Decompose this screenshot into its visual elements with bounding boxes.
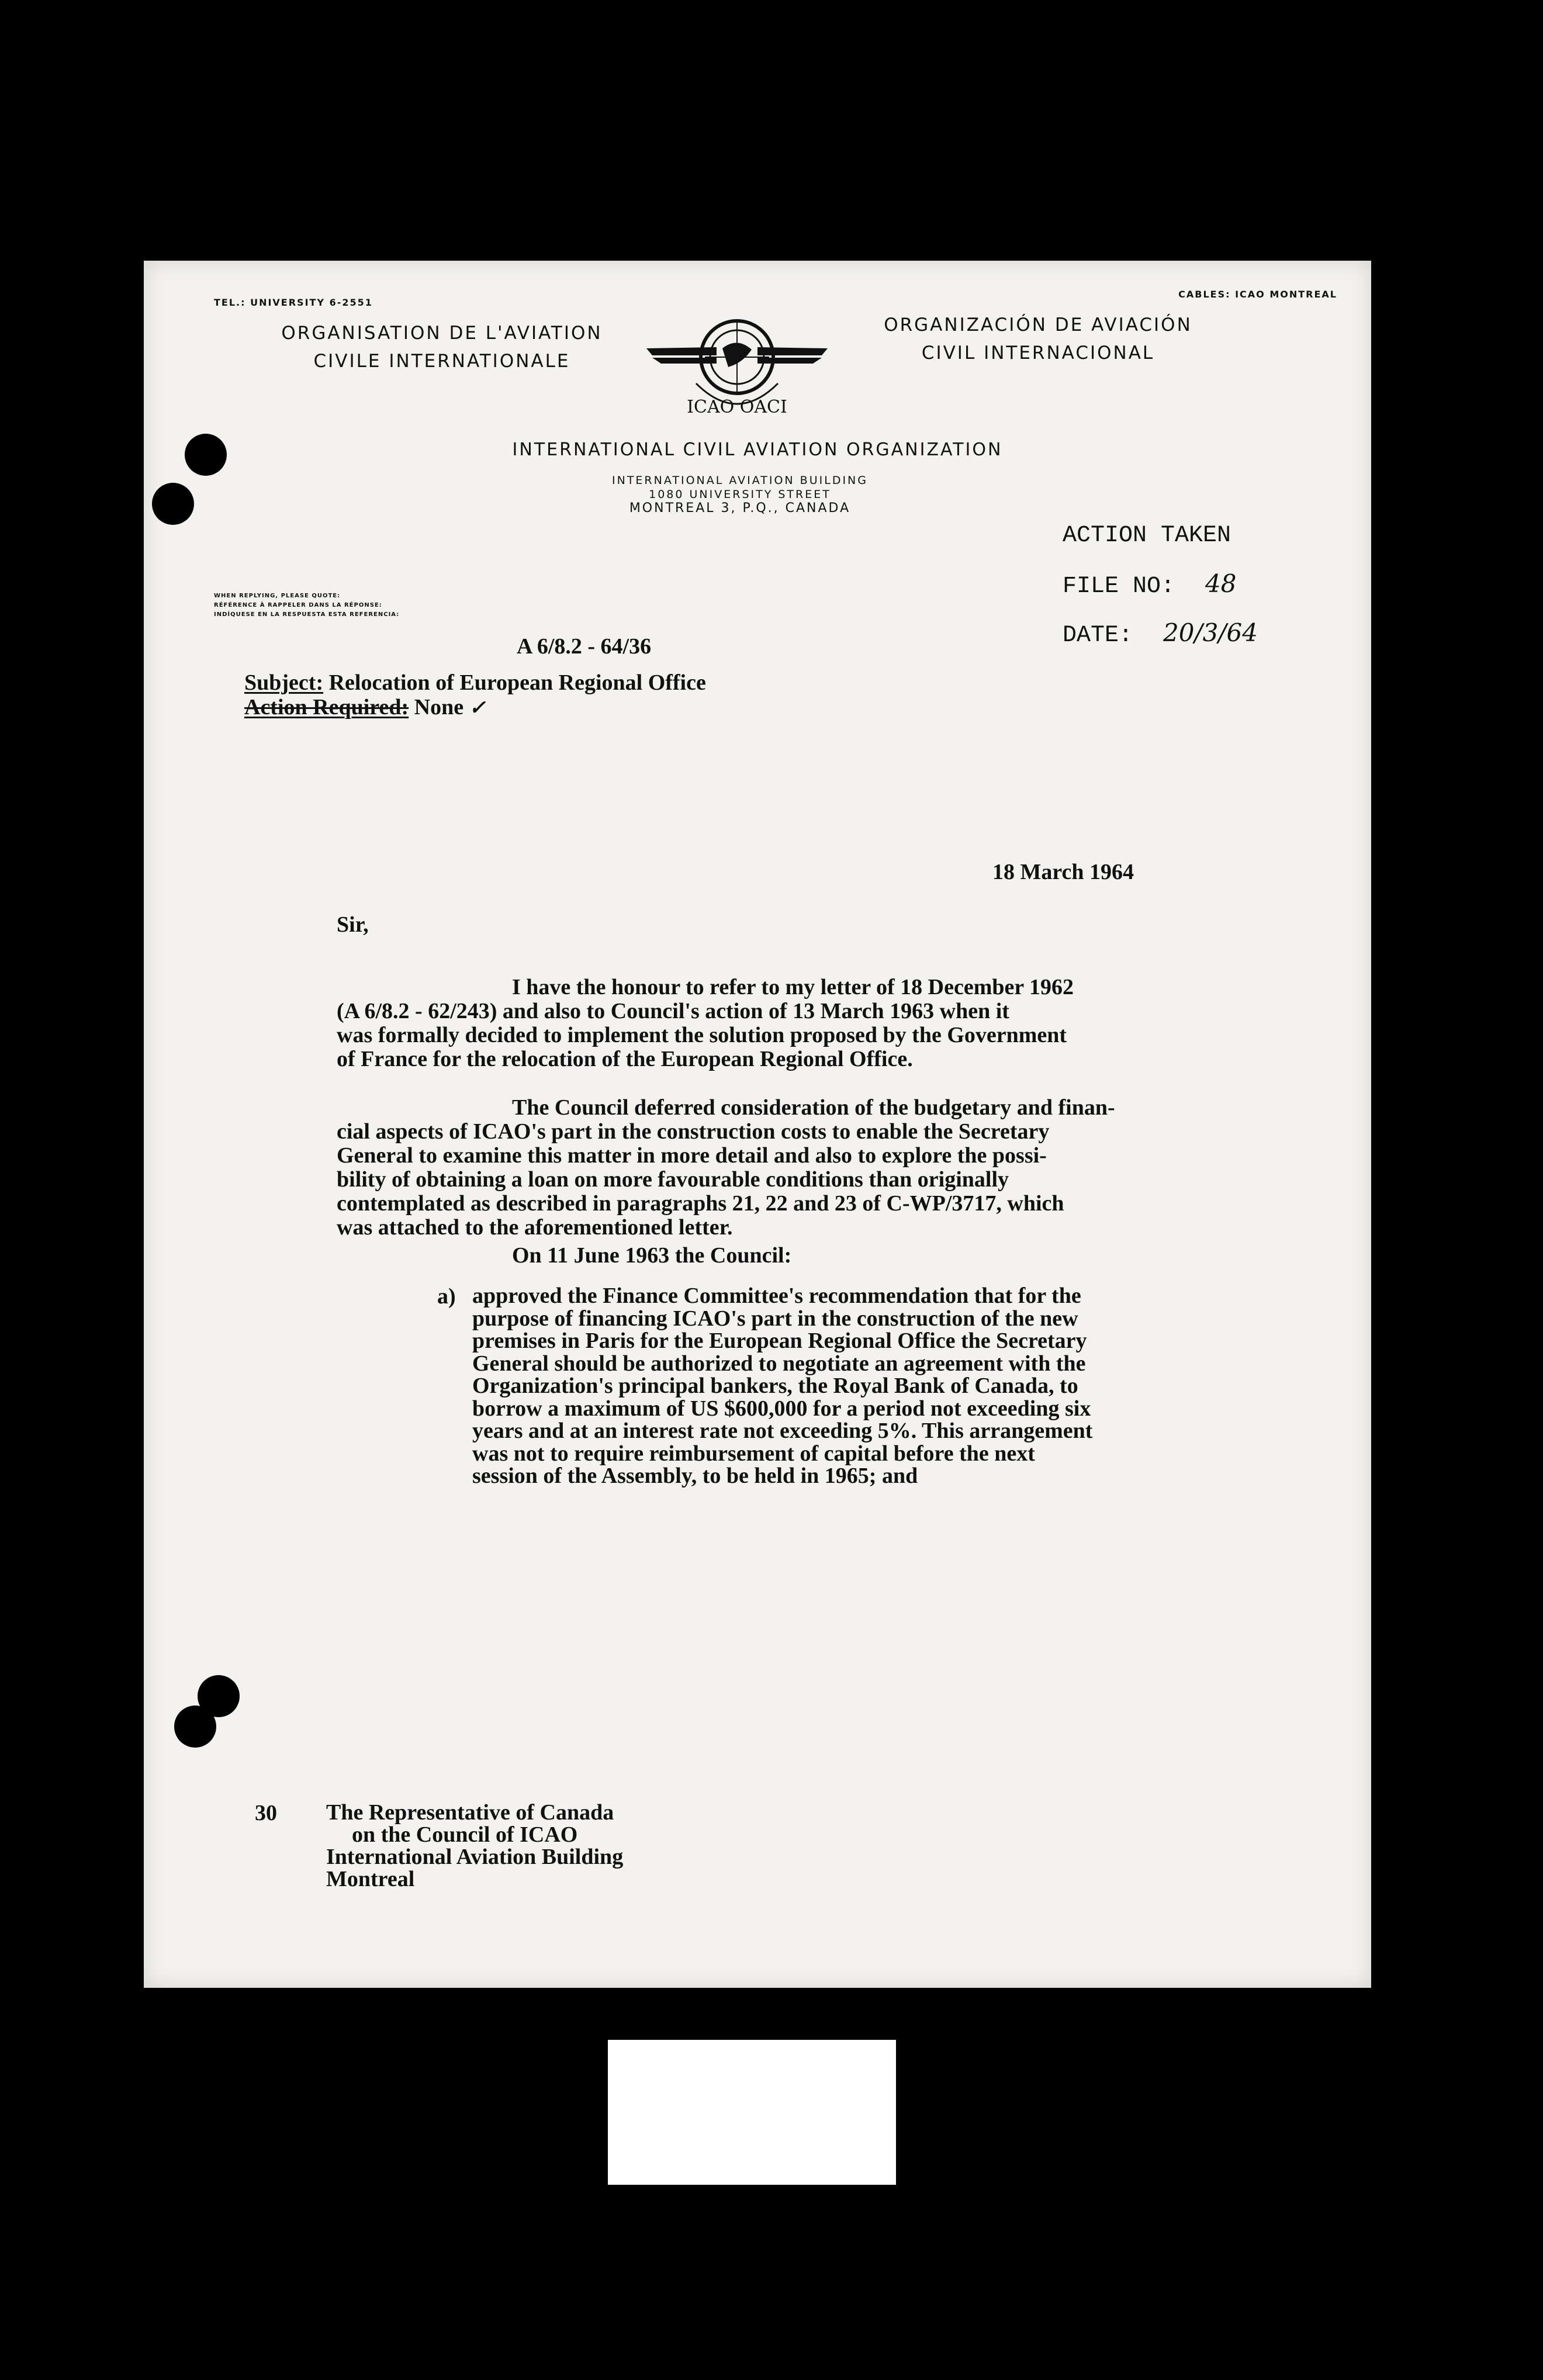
letter-page <box>144 261 1371 1988</box>
item-a-text: approved the Finance Committee's recommendation that for the purpose of financing ICAO's part in the construction of the new premises in Paris for the European Regional Office the Secretary General should be authorized to negotiate an agreement with the Organization's principal bankers, the Royal Bank of Canada, to borrow a maximum of US $600,000 for a period not exceeding six years and at an interest rate not exceeding 5%. This arrangement was not to require reimbursement of capital before the next session of the Assembly, to be held in 1965; and <box>472 1284 1093 1488</box>
reply-note-fr: RÉFÉRENCE À RAPPELER DANS LA RÉPONSE: <box>214 602 382 608</box>
action-required-line <box>244 696 486 720</box>
file-label: FILE NO: <box>1063 573 1175 600</box>
reply-note-en: WHEN REPLYING, PLEASE QUOTE: <box>214 593 341 599</box>
salutation: Sir, <box>337 912 369 937</box>
icao-logo <box>641 302 833 424</box>
org-address <box>389 473 1091 516</box>
addressee-line3: International Aviation Building <box>326 1845 624 1869</box>
stamp-action-taken: ACTION TAKEN <box>1063 523 1231 549</box>
paragraph-2 <box>337 1072 1330 1240</box>
org-name-french-line1: ORGANISATION DE L'AVIATION <box>281 323 603 344</box>
paragraph-2-text: The Council deferred consideration of the budgetary and finan- cial aspects of ICAO's part in the construction costs to enable the Secretary General to examine this matter in more detail and also to explore the possi- bility of obtaining a loan on more favourable conditions than originally contemplated as described in paragraphs 21, 22 and 23 of C-WP/3717, which was attached to the aforementioned letter. <box>337 1095 1115 1240</box>
logo-text: ICAO OACI <box>687 397 787 417</box>
addressee-line2: on the Council of ICAO <box>352 1822 578 1847</box>
file-value: 48 <box>1205 569 1237 598</box>
addressee-block <box>326 1801 623 1890</box>
stamp-date <box>1063 618 1258 649</box>
check-mark: ✓ <box>469 696 486 719</box>
address-line3: MONTREAL 3, P.Q., CANADA <box>629 501 851 516</box>
org-name-spanish <box>874 311 1202 367</box>
addressee-number: 30 <box>255 1801 277 1825</box>
paragraph-3: On 11 June 1963 the Council: <box>512 1243 792 1268</box>
date-label: DATE: <box>1063 622 1133 649</box>
hole-punch <box>152 483 194 525</box>
org-name-spanish-line2: CIVIL INTERNACIONAL <box>921 343 1155 364</box>
reply-reference-note <box>214 591 399 620</box>
paragraph-1 <box>337 952 1330 1071</box>
address-line2: 1080 UNIVERSITY STREET <box>649 488 831 501</box>
action-label: Action Required: <box>244 695 409 719</box>
item-a-label: a) <box>437 1284 456 1309</box>
hole-punch <box>174 1706 216 1748</box>
org-name-english: INTERNATIONAL CIVIL AVIATION ORGANIZATION <box>512 440 1003 460</box>
addressee-line4: Montreal <box>326 1867 415 1891</box>
date-value: 20/3/64 <box>1163 618 1258 647</box>
address-line1: INTERNATIONAL AVIATION BUILDING <box>612 474 868 487</box>
org-name-french <box>278 319 606 375</box>
cables-line: CABLES: ICAO MONTREAL <box>1178 289 1337 300</box>
subject-value: Relocation of European Regional Office <box>328 670 706 695</box>
subject-label: Subject: <box>244 670 324 695</box>
stamp-file-number <box>1063 569 1237 600</box>
paragraph-1-text: I have the honour to refer to my letter of 18 December 1962 (A 6/8.2 - 62/243) and also to Council's action of 13 March 1963 when it was formally decided to implement the solution proposed by the Government of France for the relocation of the European Regional Office. <box>337 975 1074 1071</box>
subject-line <box>244 671 706 695</box>
letter-date: 18 March 1964 <box>992 860 1134 884</box>
hole-punch <box>185 434 227 476</box>
telephone-line: TEL.: UNIVERSITY 6-2551 <box>214 297 373 308</box>
action-value: None <box>414 695 464 719</box>
reply-note-es: INDÍQUESE EN LA RESPUESTA ESTA REFERENCIA: <box>214 611 400 618</box>
org-name-spanish-line1: ORGANIZACIÓN DE AVIACIÓN <box>884 314 1192 335</box>
org-name-french-line2: CIVILE INTERNATIONALE <box>313 351 570 372</box>
addressee-line1: The Representative of Canada <box>326 1800 614 1825</box>
blank-card <box>608 2040 896 2185</box>
reference-number: A 6/8.2 - 64/36 <box>517 634 652 659</box>
